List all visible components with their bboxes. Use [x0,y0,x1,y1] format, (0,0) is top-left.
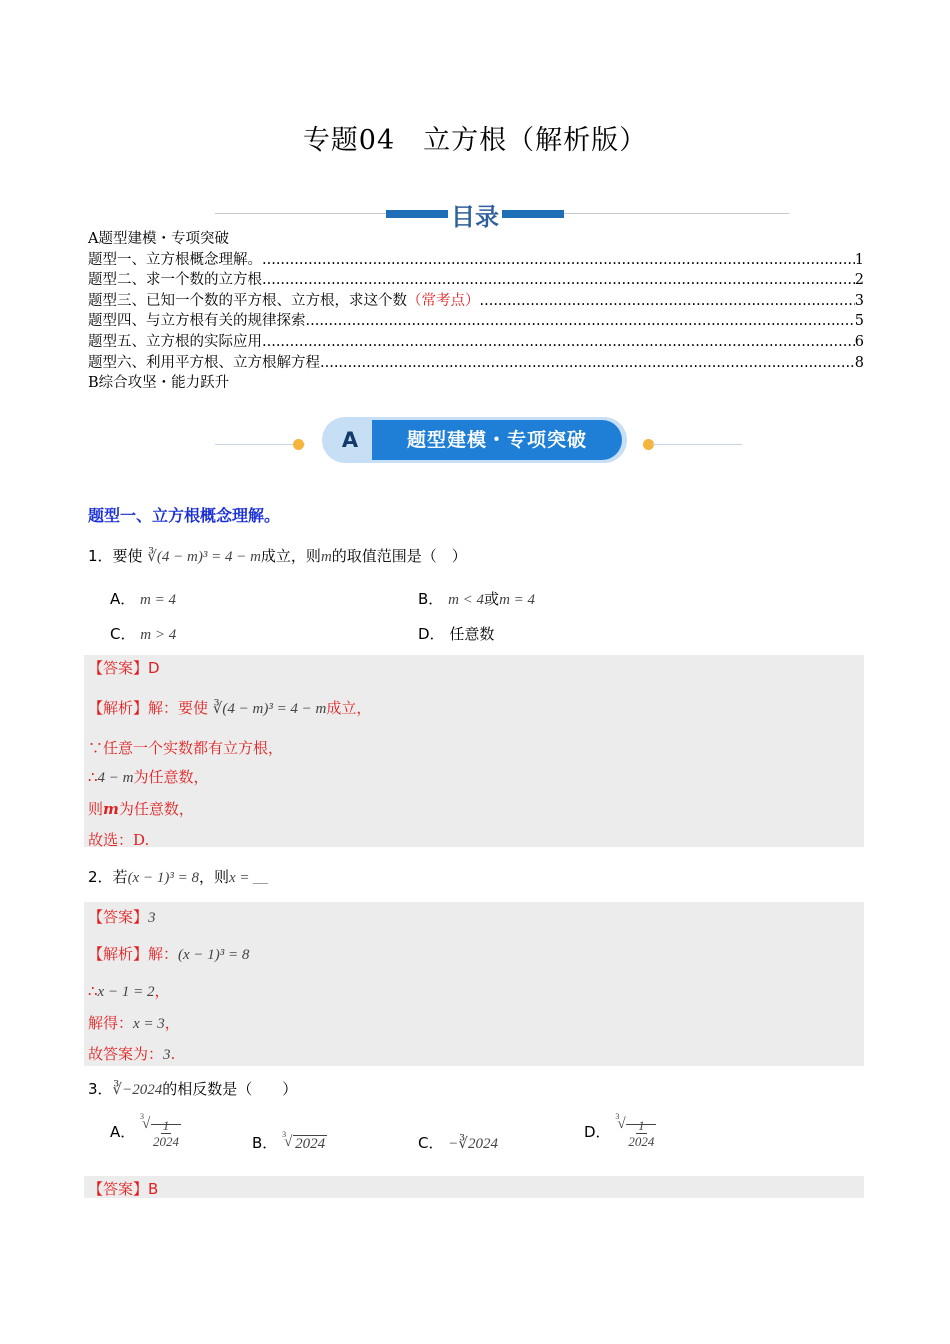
toc-item[interactable]: 题型二、求一个数的立方根 ..... 2 [88,270,864,291]
toc-part-b[interactable]: B综合攻坚・能力跃升 [88,375,230,392]
radical: √ 3 2024 [282,1136,327,1153]
radical: √ 3 $\frac{1}{2024}$ [615,1118,656,1149]
toc-item[interactable]: 题型五、立方根的实际应用 ..... 6 [88,332,864,353]
question-3: 3．∛−2024的相反数是（ ） [88,1080,298,1098]
analysis-line: ∴4 − m为任意数， [88,768,209,786]
answer: 【答案】3 [88,908,156,926]
banner-dot-left [293,439,304,450]
option-c[interactable]: C． m > 4 [110,625,177,643]
banner-text: 题型建模・专项突破 [372,420,622,460]
question-2: 2．若(x − 1)³ = 8，则x = ＿ [88,868,269,886]
section-heading: 题型一、立方根概念理解。 [88,506,281,525]
answer-blank[interactable]: x = ＿ [228,870,269,886]
toc-heading: 目录 [451,202,499,231]
section-banner [322,417,627,463]
answer: 【答案】B [88,1180,159,1198]
radical: √ 3 $\frac{1}{2024}$ [140,1118,181,1149]
option-a[interactable]: A． √ 3 $\frac{1}{2024}$ [110,1118,181,1149]
page-title: 专题04 立方根（解析版） [302,125,648,156]
answer: 【答案】D [88,659,160,677]
banner-line-right [652,444,742,445]
toc-item[interactable]: 题型三、已知一个数的平方根、立方根，求这个数 （常考点） ..... 3 [88,291,864,312]
answer-box [84,1176,864,1198]
answer-box [84,902,864,1066]
option-d[interactable]: D． 任意数 [418,625,495,643]
analysis-line: ∴x − 1 = 2， [88,982,170,1000]
banner-letter: A [341,428,359,452]
toc-divider-right [564,213,789,214]
toc-note: （常考点） [407,292,480,309]
analysis-line: 故选：D. [88,831,150,849]
analysis-line: 则m为任意数， [88,800,194,818]
option-b[interactable]: B． m < 4或m = 4 [418,590,536,608]
toc-bar-right [502,210,564,218]
analysis: 【解析】解：(x − 1)³ = 8 [88,945,250,963]
analysis-line: 解得：x = 3， [88,1014,180,1032]
option-d[interactable]: D． √ 3 $\frac{1}{2024}$ [584,1118,656,1149]
question-1: 1．要使 ∛(4 − m)³ = 4 − m成立，则m的取值范围是（ ） [88,547,467,565]
toc-part-a[interactable]: A题型建模・专项突破 [88,231,229,247]
toc-item[interactable]: 题型一、立方根概念理解。 ..... 1 [88,250,864,271]
analysis-line: ∵任意一个实数都有立方根， [88,739,284,757]
analysis: 【解析】解：要使 ∛(4 − m)³ = 4 − m成立， [88,699,372,717]
toc-item[interactable]: 题型六、利用平方根、立方根解方程 ..... 8 [88,353,864,374]
option-a[interactable]: A． m = 4 [110,590,177,608]
option-b[interactable]: B． √ 3 2024 [252,1132,327,1153]
toc-bar-left [386,210,448,218]
option-c[interactable]: C． −∛2024 [418,1134,498,1152]
table-of-contents [88,229,864,394]
question-1-expression: ∛(4 − m)³ = 4 − m [147,549,261,565]
analysis-line: 故答案为：3. [88,1045,176,1063]
toc-divider-left [215,213,395,214]
banner-line-left [215,444,305,445]
toc-item[interactable]: 题型四、与立方根有关的规律探索 ..... 5 [88,311,864,332]
